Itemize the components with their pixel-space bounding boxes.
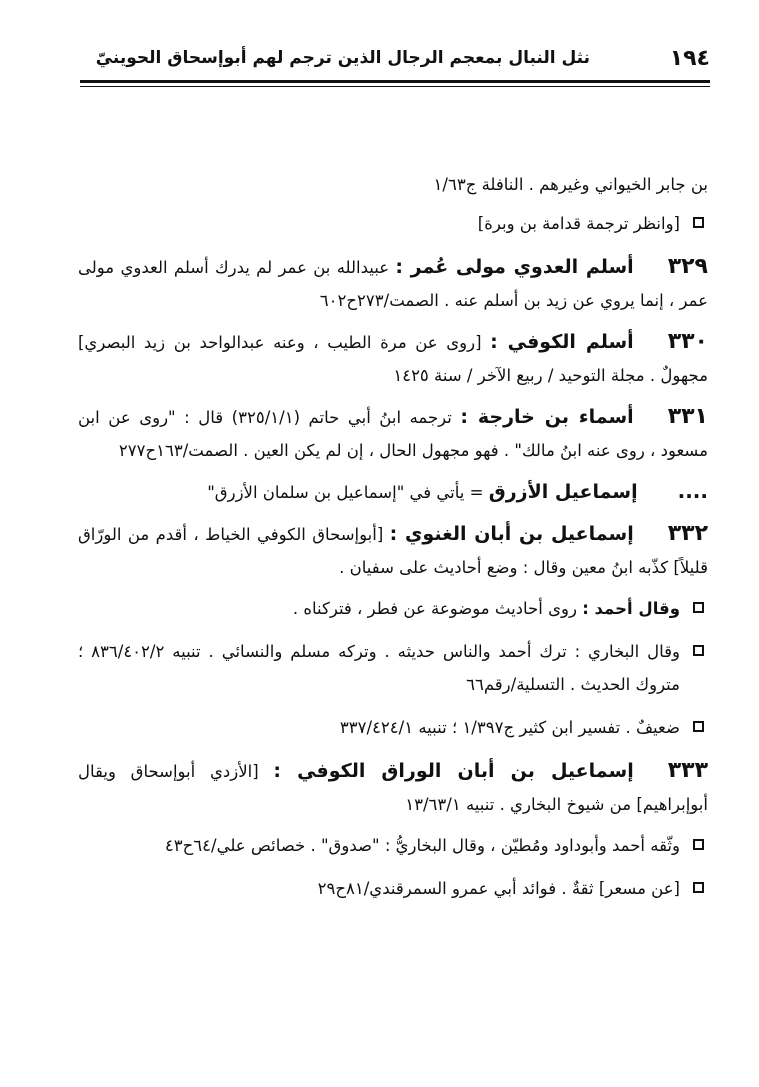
entry-text: ترجمه ابنُ أبي حاتم (٣٢٥/١/١) قال : "روى عن ابن مسعود ، روى عنه ابنُ مالك" . فهو مجهول الحال ، إن لم يكن العين . الصمت/١٦٣ح٢٧٧ xyxy=(78,408,708,460)
entry-dots: .... xyxy=(677,479,708,503)
bullet-text: ضعيفٌ . تفسير ابن كثير ج١/٣٩٧ ؛ تنبيه ٣٣٧/٤٢٤/١ xyxy=(339,718,680,737)
bullet-text: [عن مسعر] ثقةٌ . فوائد أبي عمرو السمرقندي/٨١ح٢٩ xyxy=(317,879,680,898)
continued-text xyxy=(78,168,708,201)
entry-number: ٣٢٩ xyxy=(667,254,708,279)
entry-number: ٣٣١ xyxy=(667,404,708,429)
entry-331 xyxy=(78,400,708,467)
bullet-text: [وانظر ترجمة قدامة بن وبرة] xyxy=(477,214,680,233)
entry-text: [الأزدي أبوإسحاق ويقال أبوإبراهيم] من شيوخ البخاري . تنبيه ١٣/٦٣/١ xyxy=(78,762,708,814)
bullet-item xyxy=(78,592,708,625)
page-number: ١٩٤ xyxy=(669,46,710,71)
bullet-item xyxy=(78,711,708,744)
header-rule-thin xyxy=(80,86,710,87)
entry-text: [أبوإسحاق الكوفي الخياط ، أقدم من الورّاق قليلاً] كذّبه ابنُ معين وقال : وضع أحاديث على سفيان . xyxy=(78,525,708,577)
bullet-item xyxy=(78,872,708,905)
entry-text: = يأتي في "إسماعيل بن سلمان الأزرق" xyxy=(207,483,484,502)
entry-number: ٣٣٢ xyxy=(667,521,709,546)
square-bullet-icon xyxy=(693,645,704,656)
square-bullet-icon xyxy=(693,839,704,850)
page-header xyxy=(80,44,710,74)
entry-number: ٣٣٣ xyxy=(667,758,709,783)
entry-name: إسماعيل بن أبان الوراق الكوفي : xyxy=(273,760,634,782)
entry-332 xyxy=(78,517,708,584)
entry-name: إسماعيل بن أبان الغنوي : xyxy=(389,523,634,545)
header-rule-thick xyxy=(80,80,710,83)
entry-329 xyxy=(78,250,708,317)
entry-330 xyxy=(78,325,708,392)
entry-333 xyxy=(78,754,708,821)
bullet-item xyxy=(78,635,708,701)
bullet-lead: وقال أحمد : xyxy=(582,599,680,618)
entry-name: إسماعيل الأزرق xyxy=(488,481,638,503)
bullet-text: روى أحاديث موضوعة عن فطر ، فتركناه . xyxy=(292,599,583,618)
bullet-item xyxy=(78,207,708,240)
square-bullet-icon xyxy=(693,882,704,893)
square-bullet-icon xyxy=(693,217,704,228)
entry-number: ٣٣٠ xyxy=(667,329,708,354)
square-bullet-icon xyxy=(693,721,704,732)
running-title: نثل النبال بمعجم الرجال الذين ترجم لهم أبوإسحاق الحوينيّ xyxy=(95,48,590,68)
square-bullet-icon xyxy=(693,602,704,613)
entry-text: [روى عن مرة الطيب ، وعنه عبدالواحد بن زيد البصري] مجهولٌ . مجلة التوحيد / ربيع الآخر / سنة ١٤٢٥ xyxy=(78,333,708,385)
entry-text: عبيدالله بن عمر لم يدرك أسلم العدوي مولى عمر ، إنما يروي عن زيد بن أسلم عنه . الصمت/٢٧٣ح٦٠٢ xyxy=(78,258,708,310)
entry-name: أسماء بن خارجة : xyxy=(460,406,634,428)
page-body xyxy=(78,168,708,915)
continued-line: بن جابر الخيواني وغيرهم . النافلة ج١/٦٣ xyxy=(433,175,708,194)
bullet-text: وثّقه أحمد وأبوداود ومُطيّن ، وقال البخاريُّ : "صدوق" . خصائص علي/٦٤ح٤٣ xyxy=(164,836,680,855)
bullet-text: وقال البخاري : ترك أحمد والناس حديثه . وتركه مسلم والنسائي . تنبيه ٨٣٦/٤٠٢/٢ ؛ متروك الحديث . التسلية/رقم٦٦ xyxy=(78,642,680,694)
entry-name: أسلم العدوي مولى عُمر : xyxy=(395,256,634,278)
entry-cross-reference xyxy=(78,475,708,509)
bullet-item xyxy=(78,829,708,862)
entry-name: أسلم الكوفي : xyxy=(490,331,634,353)
